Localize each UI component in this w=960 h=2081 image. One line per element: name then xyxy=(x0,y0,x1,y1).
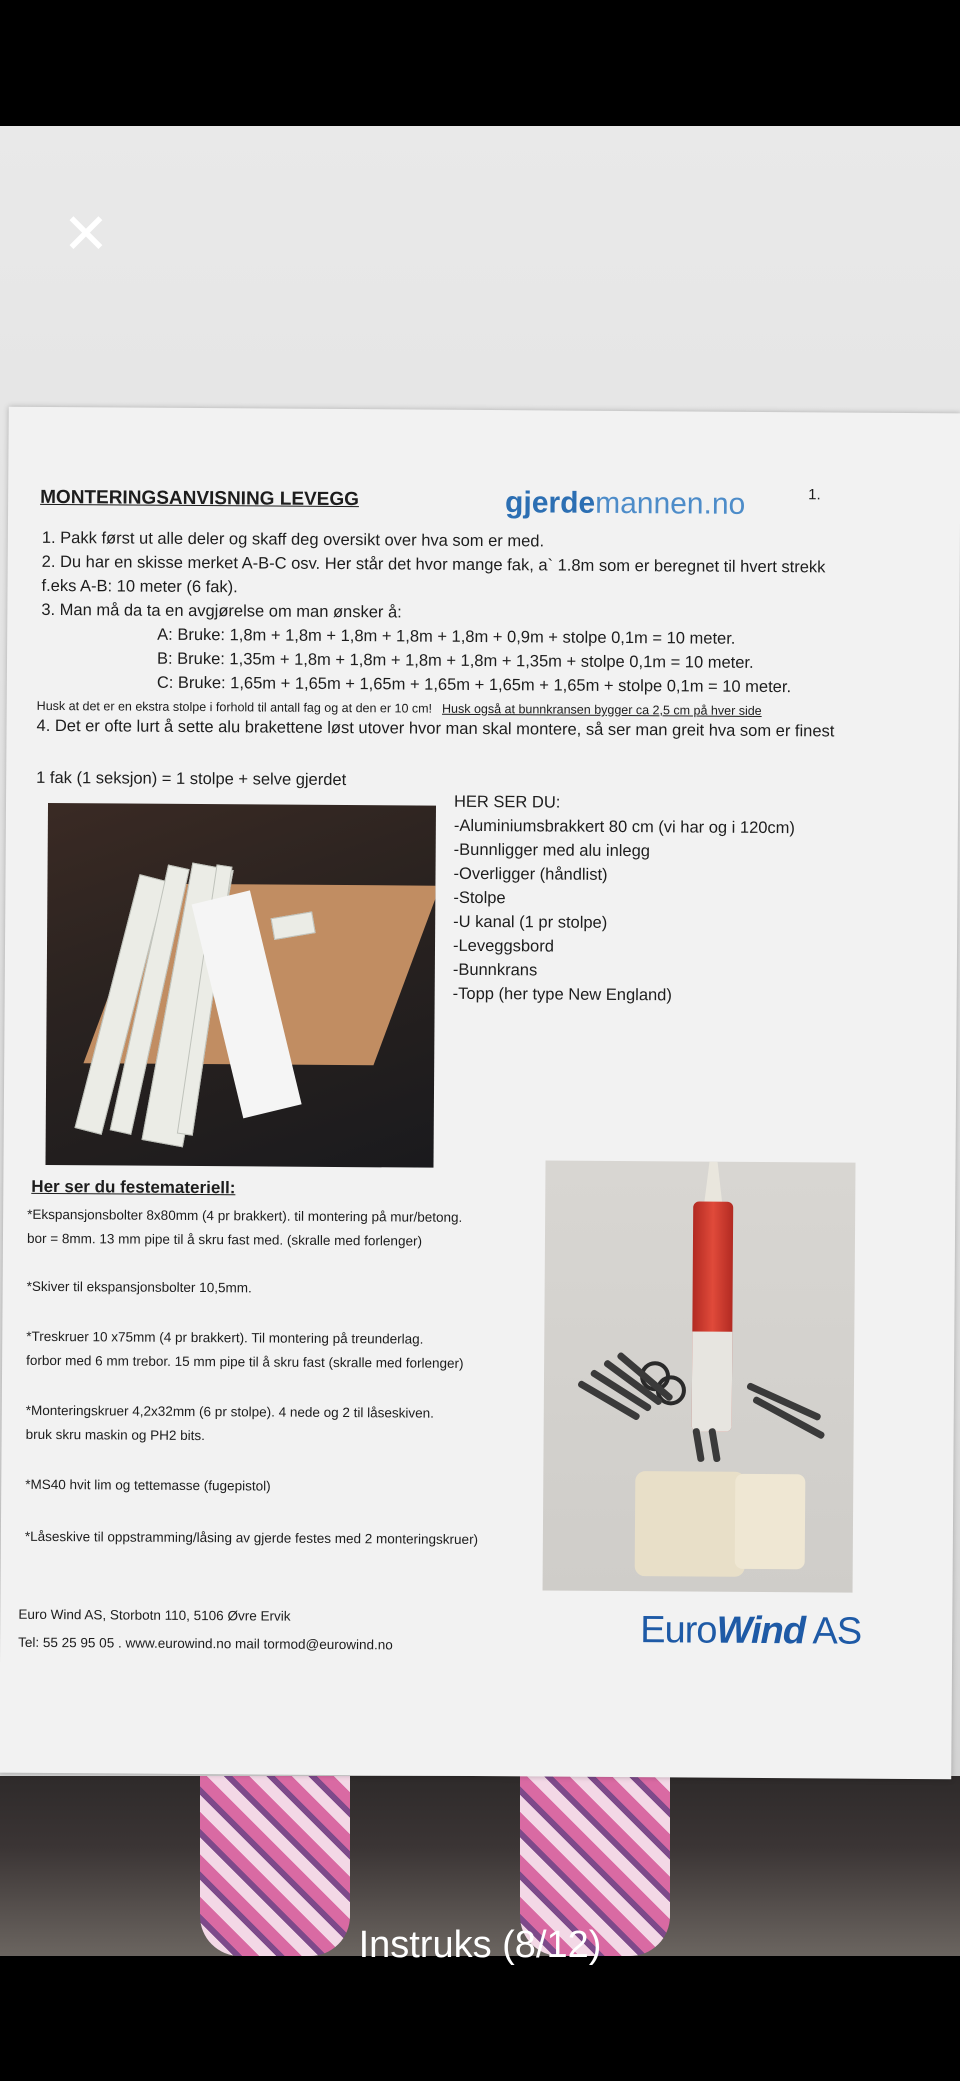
list-item: -Topp (her type New England) xyxy=(452,984,672,1005)
fastener-line: bor = 8mm. 13 mm pipe til å skru fast med. (skralle med forlenger) xyxy=(26,1230,423,1249)
list-item: -Stolpe xyxy=(453,888,506,908)
step-2-example: f.eks A-B: 10 meter (6 fak). xyxy=(41,576,238,597)
sheet-title: MONTERINGSANVISNING LEVEGG xyxy=(40,486,360,511)
fastener-line: *Treskruer 10 x75mm (4 pr brakkert). Til montering på treunderlag. xyxy=(26,1328,424,1347)
parts-list xyxy=(453,790,796,1008)
page-number: 1. xyxy=(808,486,821,504)
step-1: 1. Pakk først ut alle deler og skaff deg oversikt over hva som er med. xyxy=(41,528,545,551)
list-item: -Leveggsbord xyxy=(452,936,554,956)
step-4: 4. Det er ofte lurt å sette alu brakettene løst utover hvor man skal montere, så ser man greit hva som er finest xyxy=(36,716,835,741)
option-b: B: Bruke: 1,35m + 1,8m + 1,8m + 1,8m + 1,8m + 1,35m + stolpe 0,1m = 10 meter. xyxy=(156,649,754,672)
option-a: A: Bruke: 1,8m + 1,8m + 1,8m + 1,8m + 1,8m + 0,9m + stolpe 0,1m = 10 meter. xyxy=(157,625,736,648)
close-icon[interactable]: ✕ xyxy=(62,202,110,265)
footer-contact: Tel: 55 25 95 05 . www.eurowind.no mail tormod@eurowind.no xyxy=(18,1634,393,1653)
list-item: -Overligger (håndlist) xyxy=(453,864,608,884)
brand-logo-gjerdemannen: gjerdemannen.no xyxy=(505,486,746,521)
instruction-sheet xyxy=(0,407,960,1780)
fak-definition: 1 fak (1 seksjon) = 1 stolpe + selve gjerdet xyxy=(36,768,347,790)
fastener-line: *Ekspansjonsbolter 8x80mm (4 pr brakkert). til montering på mur/betong. xyxy=(27,1206,463,1225)
eurowind-logo: EuroWind AS xyxy=(640,1609,862,1653)
list-item: -U kanal (1 pr stolpe) xyxy=(453,912,608,932)
step-3: 3. Man må da ta en avgjørelse om man ønsker å: xyxy=(41,600,402,622)
note-line: Husk at det er en ekstra stolpe i forhold til antall fag og at den er 10 cm! Husk også at bunnkransen bygger ca 2,5 cm på hver side xyxy=(36,698,762,718)
image-caption: Instruks (8/12) xyxy=(358,1924,602,1966)
fastener-line: bruk skru maskin og PH2 bits. xyxy=(25,1426,205,1444)
list-item: -Bunnligger med alu inlegg xyxy=(453,840,651,861)
fence-parts-photo xyxy=(45,803,436,1168)
fastener-line: *Skiver til ekspansjonsbolter 10,5mm. xyxy=(26,1278,252,1296)
fastener-heading: Her ser du festemateriell: xyxy=(31,1176,236,1198)
fastener-line: *MS40 hvit lim og tettemasse (fugepistol) xyxy=(25,1476,271,1494)
option-c: C: Bruke: 1,65m + 1,65m + 1,65m + 1,65m + 1,65m + 1,65m + stolpe 0,1m = 10 meter. xyxy=(156,673,792,697)
step-2: 2. Du har en skisse merket A-B-C osv. Her står det hvor mange fak, a` 1.8m som er beregnet til hvert strekk xyxy=(41,552,826,577)
parts-list-heading: HER SER DU: xyxy=(453,792,561,812)
fastener-line: forbor med 6 mm trebor. 15 mm pipe til å skru fast (skralle med forlenger) xyxy=(26,1352,464,1371)
fastener-line: *Monteringskruer 4,2x32mm (6 pr stolpe). 4 nede og 2 til låseskiven. xyxy=(25,1402,435,1421)
fasteners-photo xyxy=(543,1160,856,1592)
list-item: -Aluminiumsbrakkert 80 cm (vi har og i 120cm) xyxy=(453,816,796,838)
footer-address: Euro Wind AS, Storbotn 110, 5106 Øvre Ervik xyxy=(18,1606,291,1624)
fastener-line: *Låseskive til oppstramming/låsing av gjerde festes med 2 monteringskruer) xyxy=(24,1528,479,1547)
list-item: -Bunnkrans xyxy=(452,960,538,980)
